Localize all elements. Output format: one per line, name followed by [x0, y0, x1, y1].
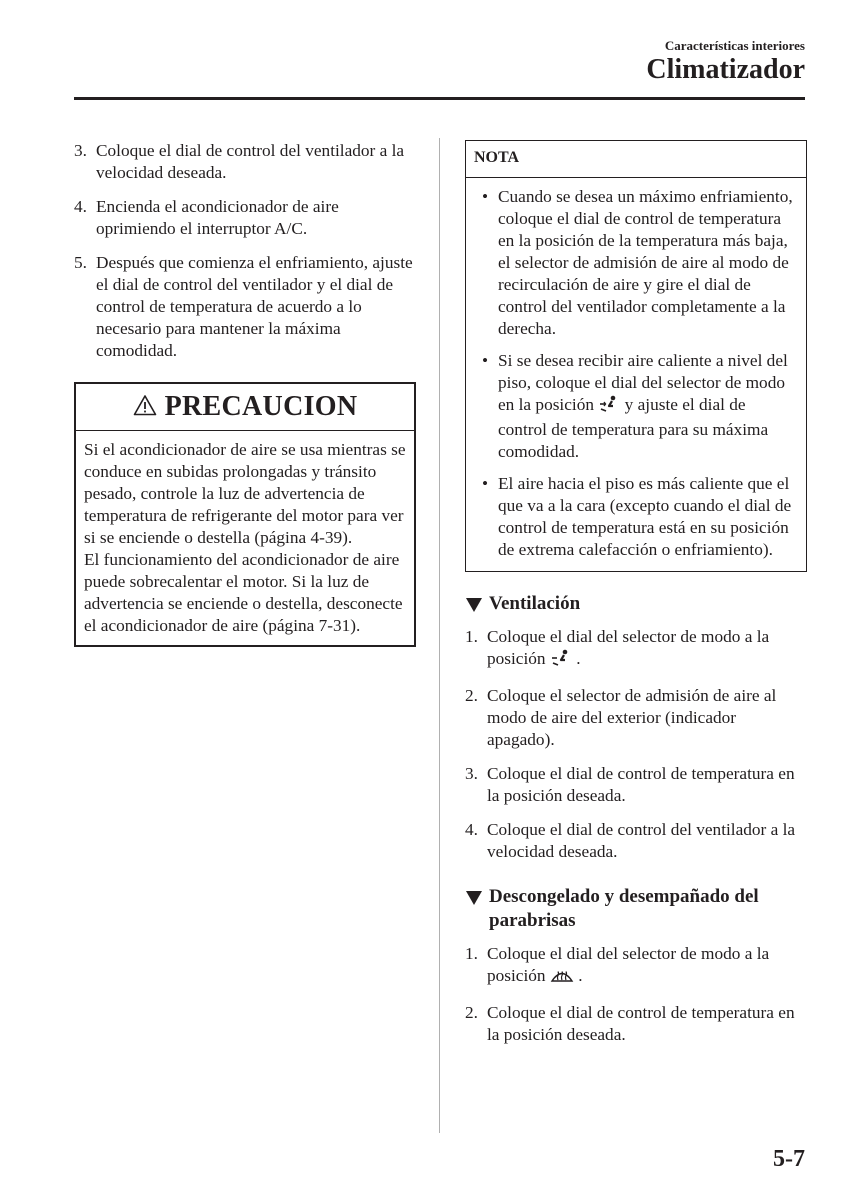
header-rule [74, 97, 805, 100]
section-title: Ventilación [489, 593, 581, 614]
step-text: Coloque el dial del selector de modo a la posición [487, 627, 770, 668]
list-item [74, 252, 416, 362]
section-heading-descongelado [465, 885, 807, 933]
step-text: Coloque el dial de control de temperatura en la posición deseada. [487, 764, 795, 805]
step-text: . [578, 966, 583, 985]
note-text: El aire hacia el piso es más caliente que el que va a la cara (excepto cuando el dial de control de temperatura está en su posición de extrema calefacción o enfriamiento). [498, 474, 792, 559]
step-number: 4. [74, 197, 87, 216]
step-text: Coloque el dial del selector de modo a la posición [487, 944, 770, 985]
step-number: 1. [465, 627, 478, 646]
bullet: • [482, 474, 489, 493]
step-text: Encienda el acondicionador de aire oprimiendo el interruptor A/C. [96, 197, 339, 238]
step-text: Coloque el selector de admisión de aire al modo de aire del exterior (indicador apagado). [487, 686, 777, 749]
section-title: Descongelado y desempañado del parabrisas [489, 886, 759, 931]
note-title: NOTA [466, 141, 806, 178]
caution-paragraph: El funcionamiento del acondicionador de aire puede sobrecalentar el motor. Si la luz de advertencia se enciende o destella, desconecte el acondicionador de aire (página 7-31). [84, 550, 403, 635]
note-text: y ajuste el dial de control de temperatura para su máxima comodidad. [498, 395, 769, 461]
list-item [474, 186, 798, 340]
note-text: Si se desea recibir aire caliente a nivel del piso, coloque el dial del selector de modo en la posición [498, 351, 788, 414]
step-text: . [576, 649, 581, 668]
caution-box [74, 382, 416, 647]
list-item [465, 685, 807, 751]
triangle-down-icon [466, 891, 482, 905]
warning-triangle-icon [133, 394, 157, 421]
list-item [465, 1002, 807, 1046]
bullet: • [482, 351, 489, 370]
ventilacion-steps [465, 626, 807, 863]
right-column [465, 140, 807, 1046]
step-number: 3. [74, 141, 87, 160]
step-text: Coloque el dial de control de temperatura en la posición deseada. [487, 1003, 795, 1044]
step-text: Coloque el dial de control del ventilador a la velocidad deseada. [96, 141, 405, 182]
descongelado-steps [465, 943, 807, 1046]
left-steps-list [74, 140, 416, 362]
note-text: Cuando se desea un máximo enfriamiento, coloque el dial de control de temperatura en la posición de la temperatura más baja, el selector de admisión de aire al modo de recirculación de aire y gire el dial de control del ventilador completamente a la derecha. [498, 187, 793, 338]
left-column [74, 140, 416, 647]
step-number: 5. [74, 253, 87, 272]
bullet: • [482, 187, 489, 206]
list-item [74, 140, 416, 184]
floor-mode-icon [598, 395, 620, 419]
header-section: Características interiores [664, 38, 805, 53]
caution-paragraph: Si el acondicionador de aire se usa mientras se conduce en subidas prolongadas y tránsito pesado, controle la luz de advertencia de temperatura de refrigerante del motor para ver si se enciende o destella (página 4-39). [84, 440, 406, 547]
step-number: 4. [465, 820, 478, 839]
floor-mode-icon [550, 649, 572, 673]
section-heading-ventilacion [465, 592, 807, 616]
step-text: Coloque el dial de control del ventilador a la velocidad deseada. [487, 820, 796, 861]
triangle-down-icon [466, 598, 482, 612]
column-divider [439, 138, 440, 1133]
page-number: 5-7 [773, 1146, 805, 1172]
list-item [465, 819, 807, 863]
defroster-icon [550, 968, 574, 990]
page-title: Climatizador [646, 54, 805, 85]
caution-title: PRECAUCION [164, 391, 358, 422]
note-list [474, 186, 798, 561]
step-text: Después que comienza el enfriamiento, ajuste el dial de control del ventilador y el dial de control de temperatura de acuerdo a lo necesario para mantener la máxima comodidad. [96, 253, 413, 360]
step-number: 2. [465, 686, 478, 705]
caution-body [76, 431, 414, 645]
list-item [465, 943, 807, 990]
step-number: 1. [465, 944, 478, 963]
list-item [474, 350, 798, 463]
step-number: 3. [465, 764, 478, 783]
list-item [74, 196, 416, 240]
list-item [474, 473, 798, 561]
note-box [465, 140, 807, 572]
note-body [466, 178, 806, 571]
caution-header [76, 384, 414, 431]
step-number: 2. [465, 1003, 478, 1022]
list-item [465, 763, 807, 807]
list-item [465, 626, 807, 673]
